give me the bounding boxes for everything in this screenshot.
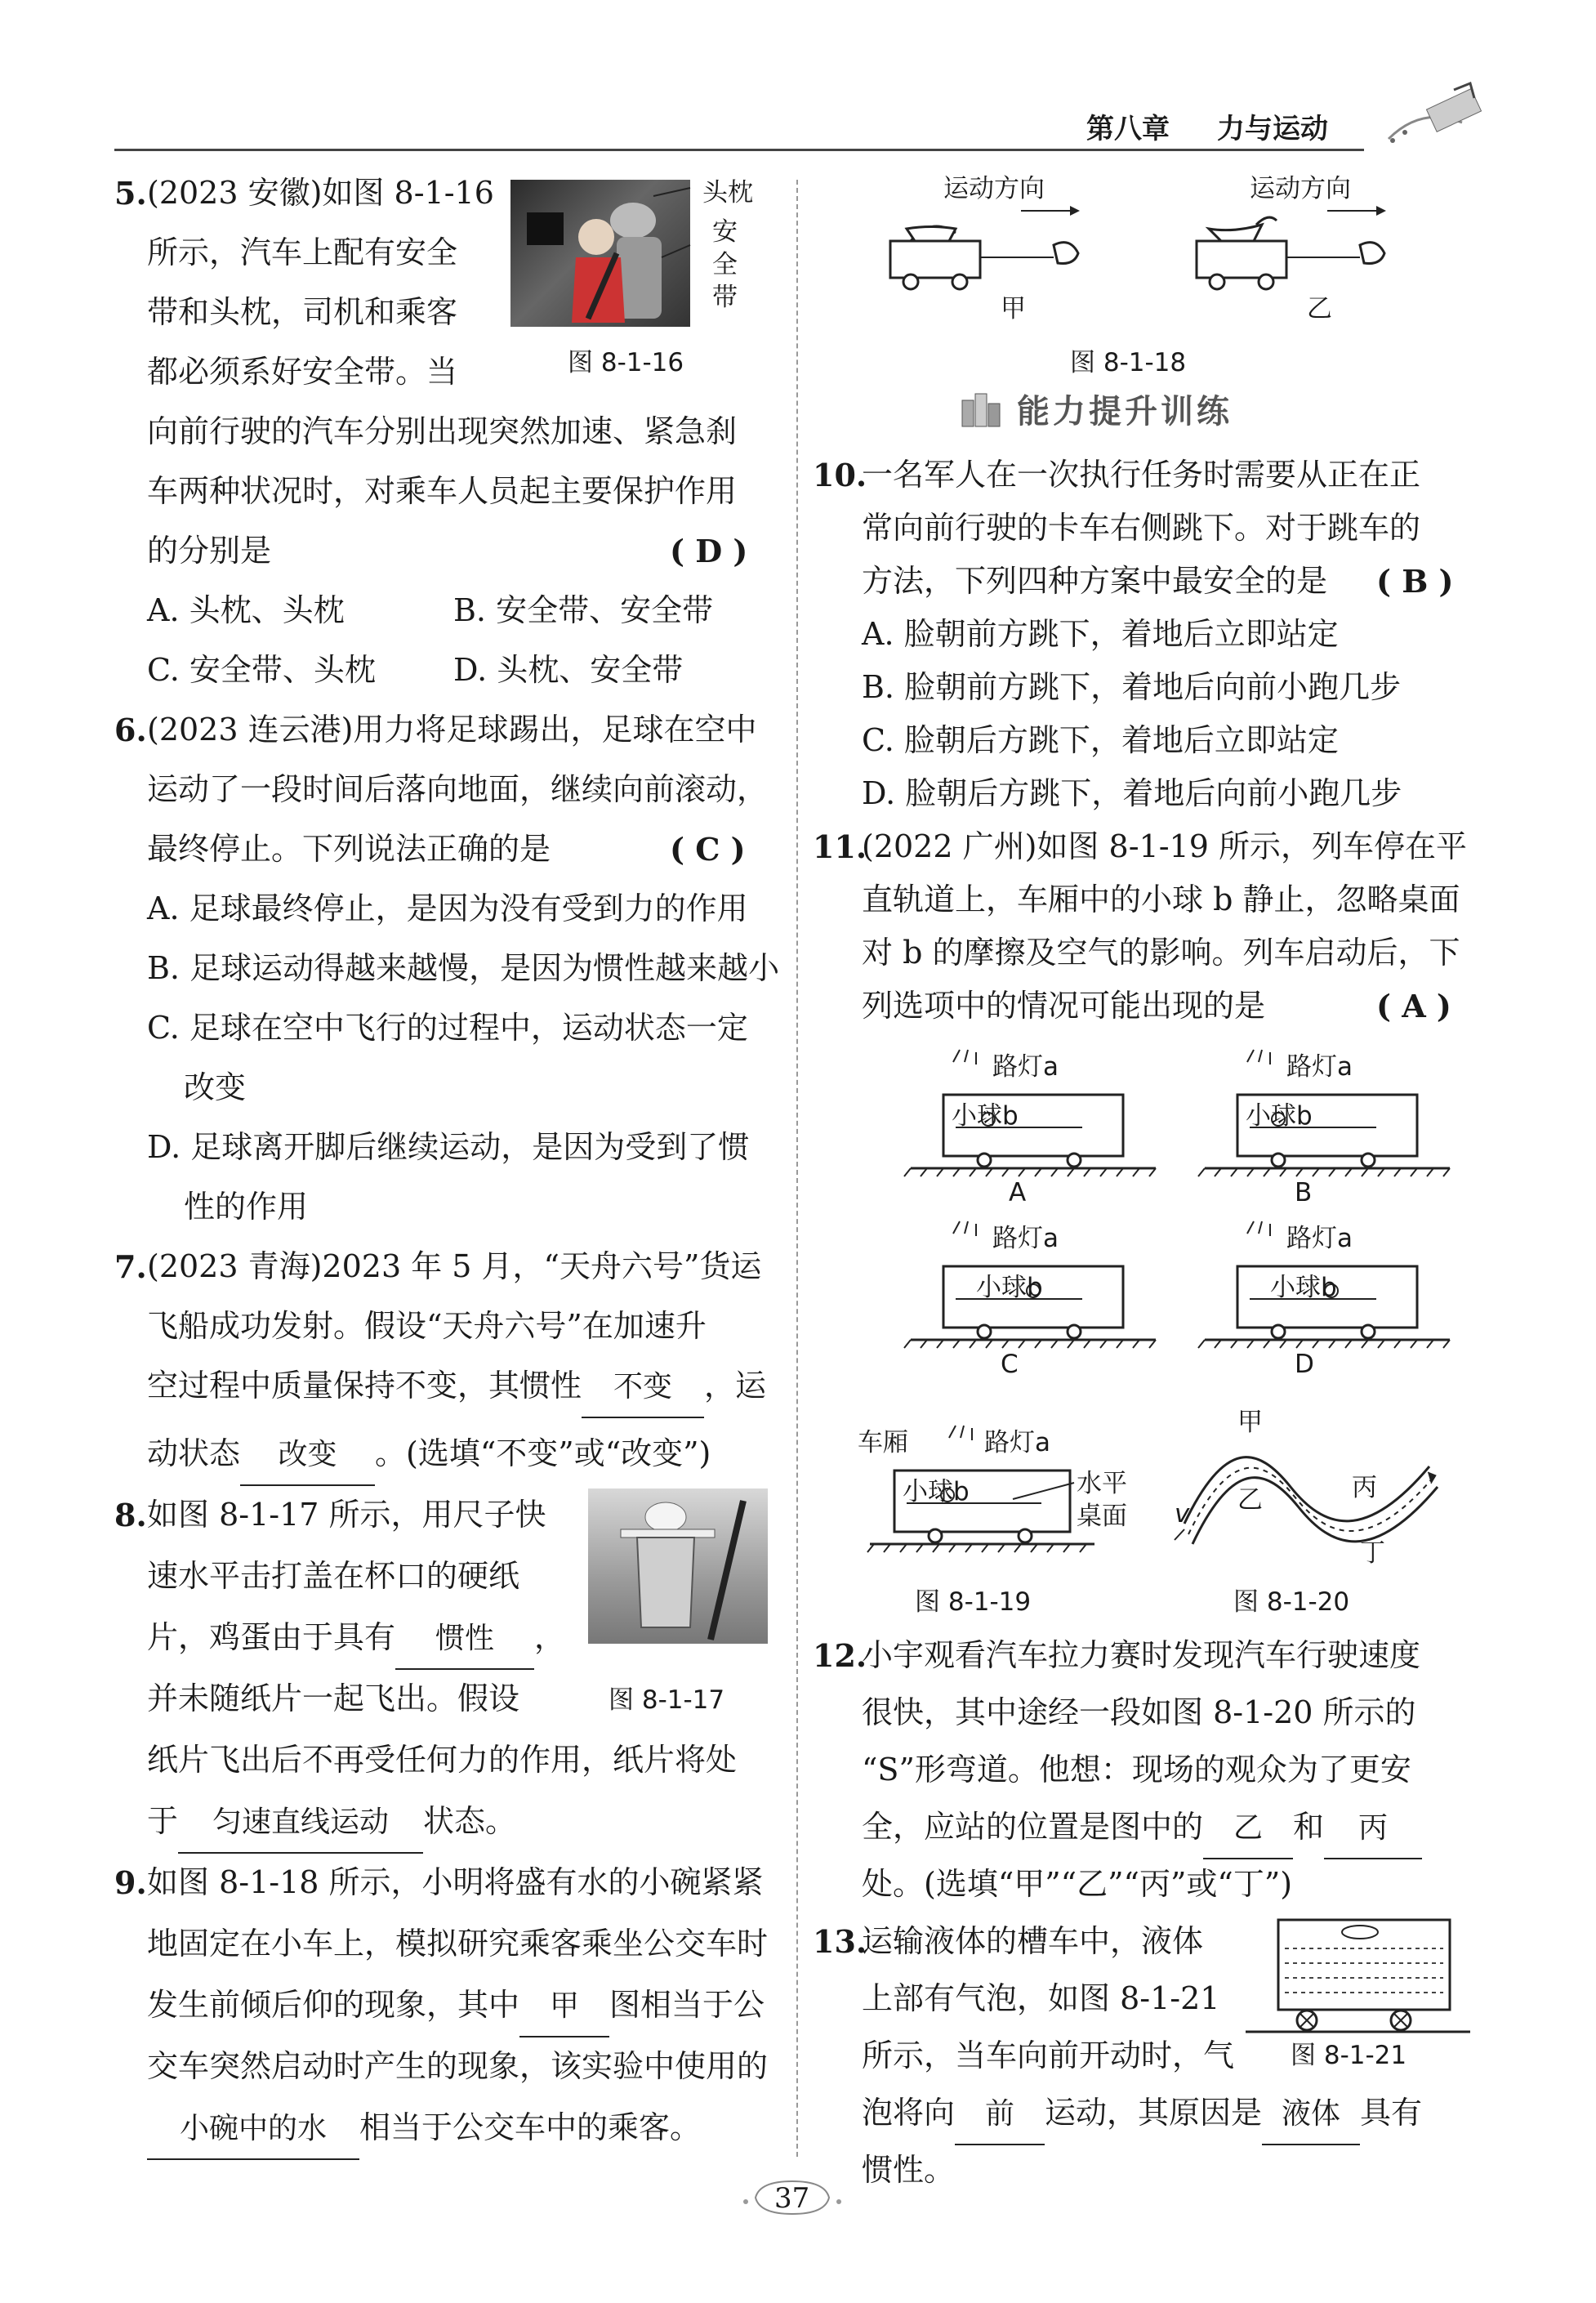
fig16-label-belt-1: 安: [712, 217, 738, 247]
q12-line4-text: 全，应站的位置是图中的: [862, 1809, 1204, 1845]
q9-line3-text: 发生前倾后仰的现象，其中: [147, 1987, 520, 2023]
chapter-title: 力与运动: [1217, 113, 1328, 145]
q11-line3: 对 b 的摩擦及空气的影响。列车启动后，下: [862, 935, 1460, 971]
q8-line5: 纸片飞出后不再受任何力的作用，纸片将处: [147, 1742, 738, 1778]
q13-number: 13.: [813, 1923, 867, 1960]
q11-c-ball: 小球b: [976, 1273, 1043, 1302]
q11-line1: (2022 广州)如图 8-1-19 所示，列车停在平: [862, 828, 1467, 864]
q5-line1: (2023 安徽)如图 8-1-16: [147, 175, 494, 211]
fig20-label-bing: 丙: [1352, 1473, 1377, 1502]
q11-d-label: D: [1295, 1350, 1314, 1379]
q12-line4-and: 和: [1293, 1809, 1325, 1845]
q5-line7: 的分别是: [147, 533, 272, 569]
q7-blank-state: 改变: [240, 1425, 375, 1486]
q6-option-c-cont: 改变: [184, 1069, 247, 1105]
q8-blank-motion: 匀速直线运动: [178, 1792, 423, 1854]
fig16-label-headrest: 头枕: [702, 178, 753, 208]
q10-line1: 一名军人在一次执行任务时需要从正在正: [862, 457, 1421, 493]
q7-line2: 飞船成功发射。假设“天舟六号”在加速升: [147, 1308, 707, 1344]
q10-option-b: B. 脸朝前方跳下，着地后向前小跑几步: [862, 669, 1402, 705]
fig16-label-belt-2: 全: [712, 250, 738, 279]
q12-number: 12.: [813, 1637, 867, 1674]
q6-line2: 运动了一段时间后落向地面，继续向前滚动，: [147, 771, 769, 807]
q11-b-label: B: [1295, 1178, 1313, 1207]
q10-option-d: D. 脸朝后方跳下，着地后向前小跑几步: [862, 775, 1402, 811]
q11-line2: 直轨道上，车厢中的小球 b 静止，忽略桌面: [862, 881, 1460, 917]
q11-diagram-a: [911, 1046, 1156, 1209]
q9-line1: 如图 8-1-18 所示，小明将盛有水的小碗紧紧: [147, 1864, 764, 1900]
q7-line4-text: 动状态: [147, 1435, 241, 1471]
q9-line4: 交车突然启动时产生的现象，该实验中使用的: [147, 2048, 769, 2084]
q9-blank-passenger: 小碗中的水: [147, 2099, 359, 2160]
q7-line4-tail: 。(选填“不变”或“改变”): [375, 1435, 711, 1471]
q13-blank-direction: 前: [955, 2084, 1045, 2145]
q10-line3: 方法，下列四种方案中最安全的是: [862, 563, 1328, 599]
q11-a-ball: 小球b: [952, 1101, 1019, 1131]
q10-line2: 常向前行驶的卡车右侧跳下。对于跳车的: [862, 510, 1421, 546]
fig18-direction-left: 运动方向: [943, 174, 1045, 203]
column-divider: [796, 180, 798, 2157]
q5-line6: 车两种状况时，对乘车人员起主要保护作用: [147, 473, 738, 509]
q6-option-a: A. 足球最终停止，是因为没有受到力的作用: [147, 890, 748, 926]
q13-line4-tail: 具有: [1360, 2095, 1423, 2131]
q10-number: 10.: [813, 457, 867, 493]
q8-line2: 速水平击打盖在杯口的硬纸: [147, 1558, 520, 1594]
section-title: 能力提升训练: [1017, 393, 1233, 431]
q13-line4-mid: 运动，其原因是: [1045, 2095, 1263, 2131]
q11-d-lamp: 路灯a: [1286, 1224, 1353, 1253]
q5-number: 5.: [114, 175, 147, 212]
q6-line1: (2023 连云港)用力将足球踢出，足球在空中: [147, 712, 757, 748]
chapter-label: 第八章: [1086, 113, 1170, 145]
q8-line3: [147, 1608, 565, 1670]
q11-answer: ( A ): [1376, 988, 1451, 1024]
q13-line4: [862, 2083, 1422, 2145]
q13-line2: 上部有气泡，如图 8-1-21: [862, 1980, 1220, 2016]
q8-line3-text: 片，鸡蛋由于具有: [147, 1619, 396, 1655]
fig19-ball-label: 小球b: [903, 1477, 970, 1506]
fig18-label-jia: 甲: [1001, 294, 1026, 324]
q9-line5: [147, 2098, 701, 2160]
q6-option-b: B. 足球运动得越来越慢，是因为惯性越来越小: [147, 950, 780, 986]
figure-8-1-17-photo: [588, 1488, 768, 1644]
q8-line1: 如图 8-1-17 所示，用尺子快: [147, 1497, 546, 1533]
figure-8-1-19-caption: 图 8-1-19: [915, 1587, 1032, 1617]
cart-right-icon: [1197, 217, 1384, 289]
figure-8-1-21-tank-truck: [1237, 1916, 1474, 2038]
q5-option-b: B. 安全带、安全带: [453, 592, 714, 628]
q6-answer: ( C ): [670, 831, 746, 868]
q11-number: 11.: [813, 828, 867, 865]
q7-line3-tail: ，运: [704, 1368, 767, 1404]
q6-line3: 最终停止。下列说法正确的是: [147, 831, 551, 867]
q7-blank-inertia: 不变: [582, 1357, 704, 1418]
q8-line6-tail: 状态。: [423, 1803, 517, 1839]
q13-blank-reason: 液体: [1262, 2084, 1360, 2145]
q11-b-ball: 小球b: [1246, 1101, 1313, 1131]
q12-line1: 小宇观看汽车拉力赛时发现汽车行驶速度: [862, 1637, 1421, 1673]
pen-scroll-decoration: [1372, 82, 1487, 147]
header-rule: [114, 149, 1364, 151]
q11-diagram-b: [1205, 1046, 1450, 1209]
q5-line2: 所示，汽车上配有安全: [147, 234, 458, 270]
figure-8-1-20-caption: 图 8-1-20: [1233, 1587, 1350, 1617]
fig18-label-yi: 乙: [1307, 294, 1332, 324]
cup-egg-icon: [588, 1488, 768, 1644]
figure-8-1-16-pointers: [653, 184, 702, 306]
q11-a-lamp: 路灯a: [992, 1052, 1059, 1082]
q13-line3: 所示，当车向前开动时，气: [862, 2037, 1235, 2073]
q11-line4: 列选项中的情况可能出现的是: [862, 988, 1266, 1024]
q9-line5-tail: 相当于公交车中的乘客。: [359, 2109, 702, 2145]
q12-line2: 很快，其中途经一段如图 8-1-20 所示的: [862, 1694, 1416, 1730]
q8-line3-tail: ，: [534, 1619, 566, 1655]
fig16-label-belt-3: 带: [712, 283, 738, 312]
q11-diagram-d: [1205, 1217, 1450, 1381]
fig18-direction-right: 运动方向: [1250, 174, 1351, 203]
q11-a-label: A: [1009, 1178, 1027, 1207]
figure-8-1-18-caption: 图 8-1-18: [1070, 348, 1187, 377]
q11-c-lamp: 路灯a: [992, 1224, 1059, 1253]
q5-option-a: A. 头枕、头枕: [147, 592, 345, 628]
q10-option-c: C. 脸朝后方跳下，着地后立即站定: [862, 722, 1339, 758]
fig19-table-label-1: 水平: [1077, 1469, 1127, 1498]
figure-8-1-19: [858, 1422, 1127, 1585]
q11-b-lamp: 路灯a: [1286, 1052, 1353, 1082]
q10-answer: ( B ): [1376, 563, 1454, 600]
q12-blank-first: 乙: [1203, 1798, 1293, 1859]
q12-line5: 处。(选填“甲”“乙”“丙”或“丁”): [862, 1866, 1293, 1902]
q7-line3-text: 空过程中质量保持不变，其惯性: [147, 1368, 582, 1404]
q9-line3: [147, 1975, 765, 2037]
figure-8-1-16-caption: 图 8-1-16: [568, 348, 684, 377]
q9-blank-figure: 甲: [519, 1976, 609, 2037]
fig20-label-jia: 甲: [1237, 1408, 1263, 1437]
q11-d-ball: 小球b: [1270, 1273, 1337, 1302]
q11-diagram-c: [911, 1217, 1156, 1381]
q13-line1: 运输液体的槽车中，液体: [862, 1923, 1204, 1959]
q5-line4: 都必须系好安全带。当: [147, 354, 458, 390]
q6-option-c: C. 足球在空中飞行的过程中，运动状态一定: [147, 1010, 748, 1046]
q13-line4-text: 泡将向: [862, 2095, 956, 2131]
q5-line3: 带和头枕，司机和乘客: [147, 294, 458, 330]
page-number-badge: [739, 2177, 845, 2218]
section-banner: [956, 384, 1315, 433]
q5-option-c: C. 安全带、头枕: [147, 652, 376, 688]
q5-line5: 向前行驶的汽车分别出现突然加速、紧急刹: [147, 413, 738, 449]
page-header: [114, 106, 1487, 155]
fig20-label-v: v: [1175, 1499, 1190, 1529]
fig19-lamp-label: 路灯a: [984, 1428, 1050, 1457]
q9-number: 9.: [114, 1864, 147, 1901]
cart-left-icon: [890, 226, 1078, 289]
q10-option-a: A. 脸朝前方跳下，着地后立即站定: [862, 616, 1339, 652]
fig20-label-ding: 丁: [1360, 1538, 1385, 1568]
q9-line3-tail: 图相当于公: [609, 1987, 765, 2023]
fig19-car-label: 车厢: [858, 1428, 908, 1457]
q12-line3: “S”形弯道。他想：现场的观众为了更安: [862, 1752, 1411, 1788]
q6-number: 6.: [114, 712, 147, 748]
books-icon: [956, 384, 1005, 429]
q8-line4: 并未随纸片一起飞出。假设: [147, 1680, 520, 1716]
fig19-table-label-2: 桌面: [1077, 1502, 1127, 1531]
figure-8-1-20-s-curve: [1168, 1422, 1446, 1585]
q9-line2: 地固定在小车上，模拟研究乘客乘坐公交车时: [147, 1926, 769, 1962]
fig20-label-yi: 乙: [1237, 1485, 1263, 1515]
q7-line1: (2023 青海)2023 年 5 月，“天舟六号”货运: [147, 1248, 762, 1284]
q11-c-label: C: [1001, 1350, 1019, 1379]
q7-line3: [147, 1356, 766, 1418]
figure-8-1-21-caption: 图 8-1-21: [1291, 2041, 1407, 2070]
q6-option-d: D. 足球离开脚后继续运动，是因为受到了惯: [147, 1129, 750, 1165]
q7-line4: [147, 1424, 711, 1486]
figure-8-1-18-diagram: [882, 196, 1470, 302]
q8-blank-inertia: 惯性: [395, 1609, 534, 1670]
q12-blank-second: 丙: [1324, 1798, 1422, 1859]
q8-line6: [147, 1792, 516, 1854]
q8-number: 8.: [114, 1497, 147, 1533]
q6-option-d-cont: 性的作用: [184, 1189, 309, 1225]
figure-8-1-17-caption: 图 8-1-17: [609, 1685, 725, 1715]
q13-line5: 惯性。: [862, 2152, 956, 2188]
q5-option-d: D. 头枕、安全带: [453, 652, 684, 688]
q7-number: 7.: [114, 1248, 147, 1285]
q12-line4: [862, 1797, 1422, 1859]
q5-answer: ( D ): [670, 533, 748, 569]
q8-line6-text: 于: [147, 1803, 179, 1839]
page-number: 37: [774, 2182, 810, 2215]
